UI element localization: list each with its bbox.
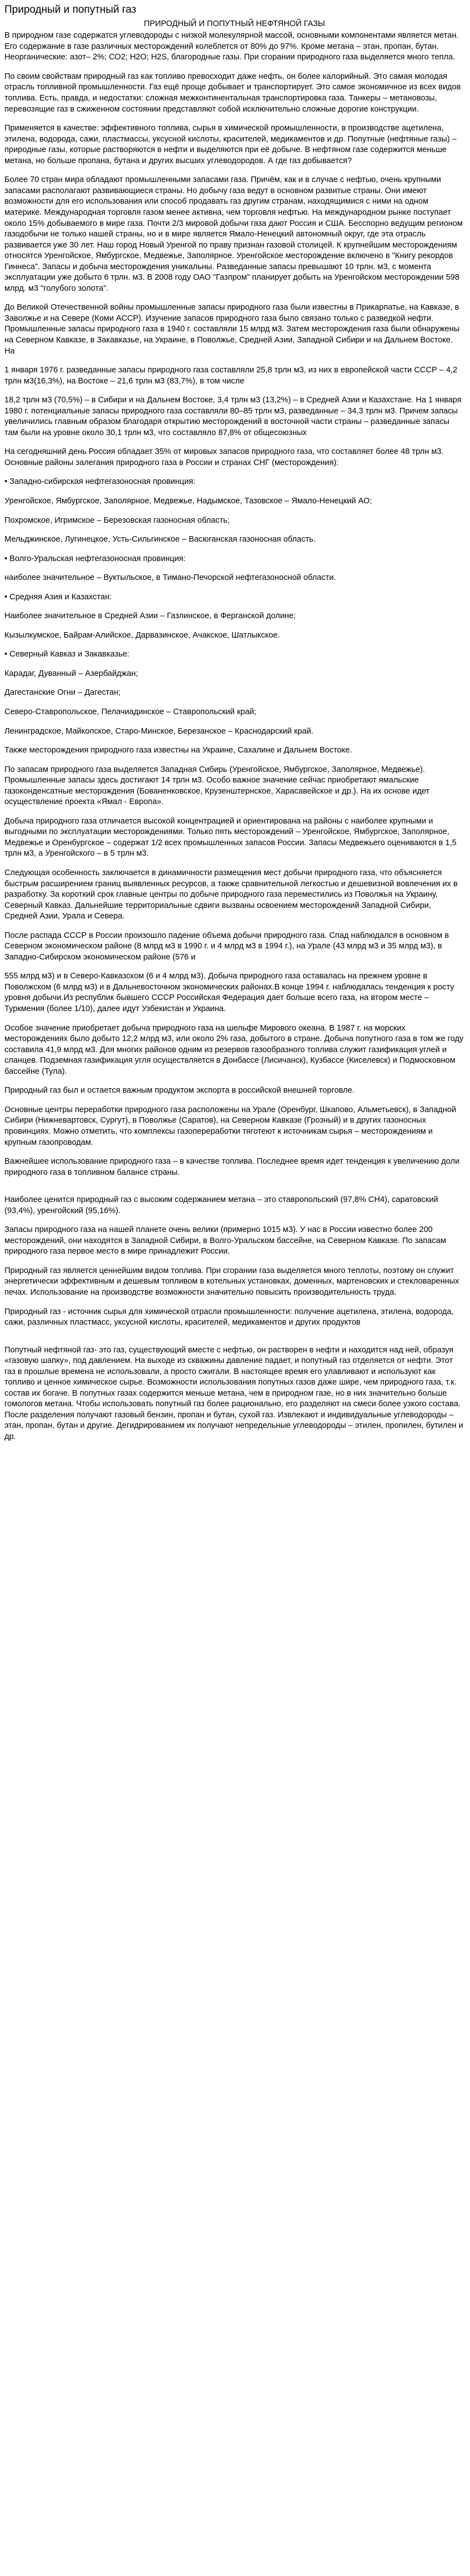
paragraph: Более 70 стран мира обладают промышленными запасами газа. Причём, как и в случае с нефтью, очень крупными запасами располагают развивающиеся страны. Но добычу газа ведут в основном развитые страны. Они имеют возможности для его использования или способ продавать газ другим странам, находящимися с ними на одном материке. Международная торговля газом менее активна, чем торговля нефтью. На международном рынке поступает около 15% добываемого в мире газа. Почти 2/3 мировой добычи газа дают Россия и США. Бесспорно ведущим регионом газодобычи не только нашей страны, но и в мире является Ямало-Ненецкий автономный округ, где эта отрасль развивается уже 30 лет. Наш город Новый Уренгой по праву признан газовой столицей. К крупнейшим месторождениям относятся Уренгойское, Ямбургское, Медвежье, Заполярное. Уренгойское месторождение включено в "Книгу рекордов Гиннеса". Запасы и добыча месторождения уникальны. Разведанные запасы превышают 10 трлн. м3, с момента эксплуатации уже добыто 6 трлн. м3. В 2008 году ОАО "Газпром" планирует добыть на Уренгойском месторождении 598 млрд. м3 "голубого золота".	[4, 175, 463, 293]
intro-section	[4, 31, 464, 468]
provinces-list	[4, 477, 464, 737]
paragraph: На сегодняшний день Россия обладает 35% от мировых запасов природного газа, что составляет более 48 трлн м3. Основные районы залегания природного газа в России и странах СНГ (месторождения):	[4, 447, 444, 467]
paragraph: 18,2 трлн м3 (70,5%) – в Сибири и на Дальнем Востоке, 3,4 трлн м3 (13,2%) – в Средней Азии и Казахстане. На 1 января 1980 г. потенциальные запасы природного газа составляли 80–85 трлн м3, разведанные – 34,3 трлн м3. Причем запасы увеличились главным образом благодаря открытию месторождений в восточной части страны – разведанные запасы там были на уровне около 30,1 трлн м3, что составляло 87,8% от общесоюзных	[4, 396, 462, 437]
paragraph: Также месторождения природного газа известны на Украине, Сахалине и Дальнем Востоке.	[4, 746, 352, 755]
paragraph: Следующая особенность заключается в динамичности размещения мест добычи природного газа, что объясняется быстрым расширением границ выявленных ресурсов, а также сравнительной легкостью и дешевизной вовлечения их в разработку. За короткий срок главные центры по добыче природного газа переместились из Поволжья на Украину, Северный Кавказ. Дальнейшие территориальные сдвиги вызваны освоением месторождений Западной Сибири, Средней Азии, Урала и Севера.	[4, 868, 458, 921]
province-header: • Волго-Уральская нефтегазоносная провинция:	[4, 554, 186, 563]
province-field: Дагестанские Огни – Дагестан;	[4, 688, 121, 698]
province-header: • Западно-сибирская нефтегазоносная провинция:	[4, 477, 196, 487]
province-field: Похромское, Игримское – Березовская газоносная область;	[4, 516, 230, 525]
paragraph: Попутный нефтяной газ- это газ, существующий вместе с нефтью, он растворен в нефти и находится над ней, образуя «газовую шапку», под давлением. На выходе из скважины давление падает, и попутный газ отделяется от нефти. Этот газ в прошлые времена не использовали, а просто сжигали. В настоящее время его улавливают и используют как топливо и ценное химическое сырье. Возможности использования попутных газов даже шире, чем природного газа, т.к. состав их богаче. В попутных газах содержится меньше метана, чем в природном газе, но в них значительно больше гомологов метана. Чтобы использовать попутный газ более рационально, его разделяют на смеси более узкого состава. После разделения получают газовый бензин, пропан и бутан, сухой газ. Извлекают и индивидуальные углеводороды – этан, пропан, бутан и другие. Дегидрированием их получают непредельные углеводороды – этилен, пропилен, бутилен и др.	[4, 1345, 463, 1441]
paragraph: Применяется в качестве: эффективного топлива, сырья в химической промышленности, в производстве ацетилена, этилена, водорода, сажи, пластмассы, уксусной кислоты, красителей, медикаментов и др. Попутные (нефтяные газы) – природные газы, которые растворяются в нефти и выделяются при её добыче. В нефтяном газе содержится меньше метана, но больше пропана, бутана и других высших углеводородов. А где газ добывается?	[4, 124, 457, 165]
paragraph: 1 января 1976 г. разведанные запасы природного газа составляли 25,8 трлн м3, из них в европейской части СССР – 4,2 трлн м3(16,3%), на Востоке – 21,6 трлн м3 (83,7%), в том числе	[4, 366, 458, 386]
paragraph: Наиболее ценится природный газ с высоким содержанием метана – это ставропольский (97,8% СН4), саратовский (93,4%), уренгойский (95,16%).	[4, 1195, 438, 1215]
article-subtitle: ПРИРОДНЫЙ И ПОПУТНЫЙ НЕФТЯНОЙ ГАЗЫ	[144, 19, 325, 28]
province-field: Наиболее значительное в Средней Азии – Газлинское, в Ферганской долине;	[4, 612, 296, 621]
province-header: • Северный Кавказ и Закавказье:	[4, 650, 130, 659]
page-title: Природный и попутный газ	[4, 4, 137, 16]
province-field: наиболее значительное – Вуктыльское, в Тимано-Печорской нефтегазоносной области.	[4, 573, 336, 583]
paragraph: До Великой Отечественной войны промышленные запасы природного газа были известны в Прикарпатье, на Кавказе, в Заволжье и на Севере (Коми АССР). Изучение запасов природного газа было связано только с разведкой нефти. Промышленные запасы природного газа в 1940 г. составляли 15 млрд м3. Затем месторождения газа были обнаружены на Северном Кавказе, в Закавказье, на Украине, в Поволжье, Средней Азии, Западной Сибири и на Дальнем Востоке. На	[4, 303, 460, 356]
paragraph: Природный газ является ценнейшим видом топлива. При сгорании газа выделяется много теплоты, поэтому он служит энергетически эффективным и дешевым топливом в котельных установках, доменных, мартеновских и стекловаренных печах. Использование на производстве возможности значительно повысить производительность труда.	[4, 1266, 459, 1297]
paragraph: Запасы природного газа на нашей планете очень велики (примерно 1015 м3). У нас в России известно более 200 месторождений, они находятся в Западной Сибири, в Волго-Уральском бассейне, на Северном Кавказе. По запасам природного газа первое место в мире принадлежит России.	[4, 1225, 446, 1256]
paragraph: По своим свойствам природный газ как топливо превосходит даже нефть, он более калорийный. Это самая молодая отрасль топливной промышленности. Газ ещё проще добывает и транспортирует. Это самое экономичное из всех видов топлива. Есть, правда, и недостатки: сложная межконтинентальная транспортировка газа. Танкеры – метановозы, перевозящие газ в сжиженном состоянии представляют собой исключительно сложные дорогие конструкции.	[4, 72, 461, 114]
paragraph: Важнейшее использование природного газа – в качестве топлива. Последнее время идет тенденция к увеличению доли природного газа в топливном балансе страны.	[4, 1157, 460, 1177]
paragraph: 555 млрд м3) и в Северо-Кавказском (6 и 4 млрд м3). Добыча природного газа оставалась на прежнем уровне в Поволжском (6 млрд м3) и в Дальневосточном экономических районах.В конце 1994 г. наблюдалась тенденция к росту уровня добычи.Из республик бывшего СССР Российская Федерация дает больше всего газа, на втором месте – Туркмения (более 1/10), далее идут Узбекистан и Украина.	[4, 972, 454, 1014]
province-field: Карадаг, Дуванный – Азербайджан;	[4, 669, 138, 678]
paragraph: В природном газе содержатся углеводороды с низкой молекулярной массой, основными компонентами является метан. Его содержание в газе различных месторождений колеблется от 80% до 97%. Кроме метана – этан, пропан, бутан. Неорганические: азот– 2%; СО2; Н2О; Н2S, благородные газы. При сгорании природного газа выделяется много тепла.	[4, 31, 459, 62]
paragraph: Добыча природного газа отличается высокой концентрацией и ориентирована на районы с наиболее крупными и выгодными по эксплуатации месторождениями. Только пять месторождений – Уренгойское, Ямбургское, Заполярное, Медвежье и Оренбургское – содержат 1/2 всех промышленных запасов России. Запасы Медвежьего оцениваются в 1,5 трлн м3, а Уренгойского – в 5 трлн м3.	[4, 816, 457, 858]
distribution-section	[4, 745, 464, 1178]
paragraph: Природный газ - источник сырья для химической отрасли промышленности: получение ацетилена, этилена, водорода, сажи, различных пластмасс, уксусной кислоты, красителей, медикаментов и других продуктов	[4, 1307, 454, 1327]
province-field: Ленинградское, Майкопское, Старо-Минское, Березанское – Краснодарский край.	[4, 726, 314, 736]
paragraph: Природный газ был и остается важным продуктом экспорта в российской внешней торговле.	[4, 1086, 355, 1095]
province-field: Мельджинское, Лугинецкое, Усть-Сильгинское – Васюганская газоносная область.	[4, 535, 316, 544]
paragraph: Особое значение приобретает добыча природного газа на шельфе Мирового океана. В 1987 г. на морских месторождениях было добыто 12,2 млрд м3, или около 2% газа, добытого в стране. Добыча попутного газа в том же году составила 41,9 млрд м3. Для многих районов одним из резервов газообразного топлива служит газификация углей и сланцев. Подземная газификация угля осуществляется в Донбассе (Лисичанск), Кузбассе (Киселевск) и Подмосковном бассейне (Тула).	[4, 1023, 464, 1076]
province-field: Уренгойское, Ямбургское, Заполярное, Медвежье, Надымское, Тазовское – Ямало-Ненецкий АО;	[4, 496, 372, 506]
province-field: Северо-Ставропольское, Пелачиадинское – Ставропольский край;	[4, 708, 256, 716]
province-field: Кызылкумское, Байрам-Алийское, Дарвазинское, Ачакское, Шатлыкское.	[4, 630, 280, 640]
paragraph: По запасам природного газа выделяется Западная Сибирь (Уренгойское, Ямбургское, Заполярное, Медвежье). Промышленные запасы здесь достигают 14 трлн м3. Особо важное значение сейчас приобретают ямальские газоконденсатные месторождения (Бованенковское, Крузенштернское, Харасавейское и др.). На их основе идет осуществление проекта «Ямал - Европа».	[4, 765, 430, 807]
province-header: • Средняя Азия и Казахстан:	[4, 592, 112, 602]
paragraph: После распада СССР в России произошло падение объема добычи природного газа. Спад наблюдался в основном в Северном экономическом районе (8 млрд м3 в 1990 г. и 4 млрд м3 в 1994 г.), на Урале (43 млрд м3 и 35 млрд м3), в Западно-Сибирском экономическом районе (576 и	[4, 931, 449, 962]
usage-section	[4, 1195, 464, 1442]
paragraph: Основные центры переработки природного газа расположены на Урале (Оренбург, Шкапово, Альметьевск), в Западной Сибири (Нижневартовск, Сургут), в Поволжье (Саратов), на Северном Кавказе (Грозный) и в других газоносных провинциях. Можно отметить, что комплексы газопереработки тяготеют к источникам сырья – месторождениям и крупным газопроводам.	[4, 1105, 457, 1147]
